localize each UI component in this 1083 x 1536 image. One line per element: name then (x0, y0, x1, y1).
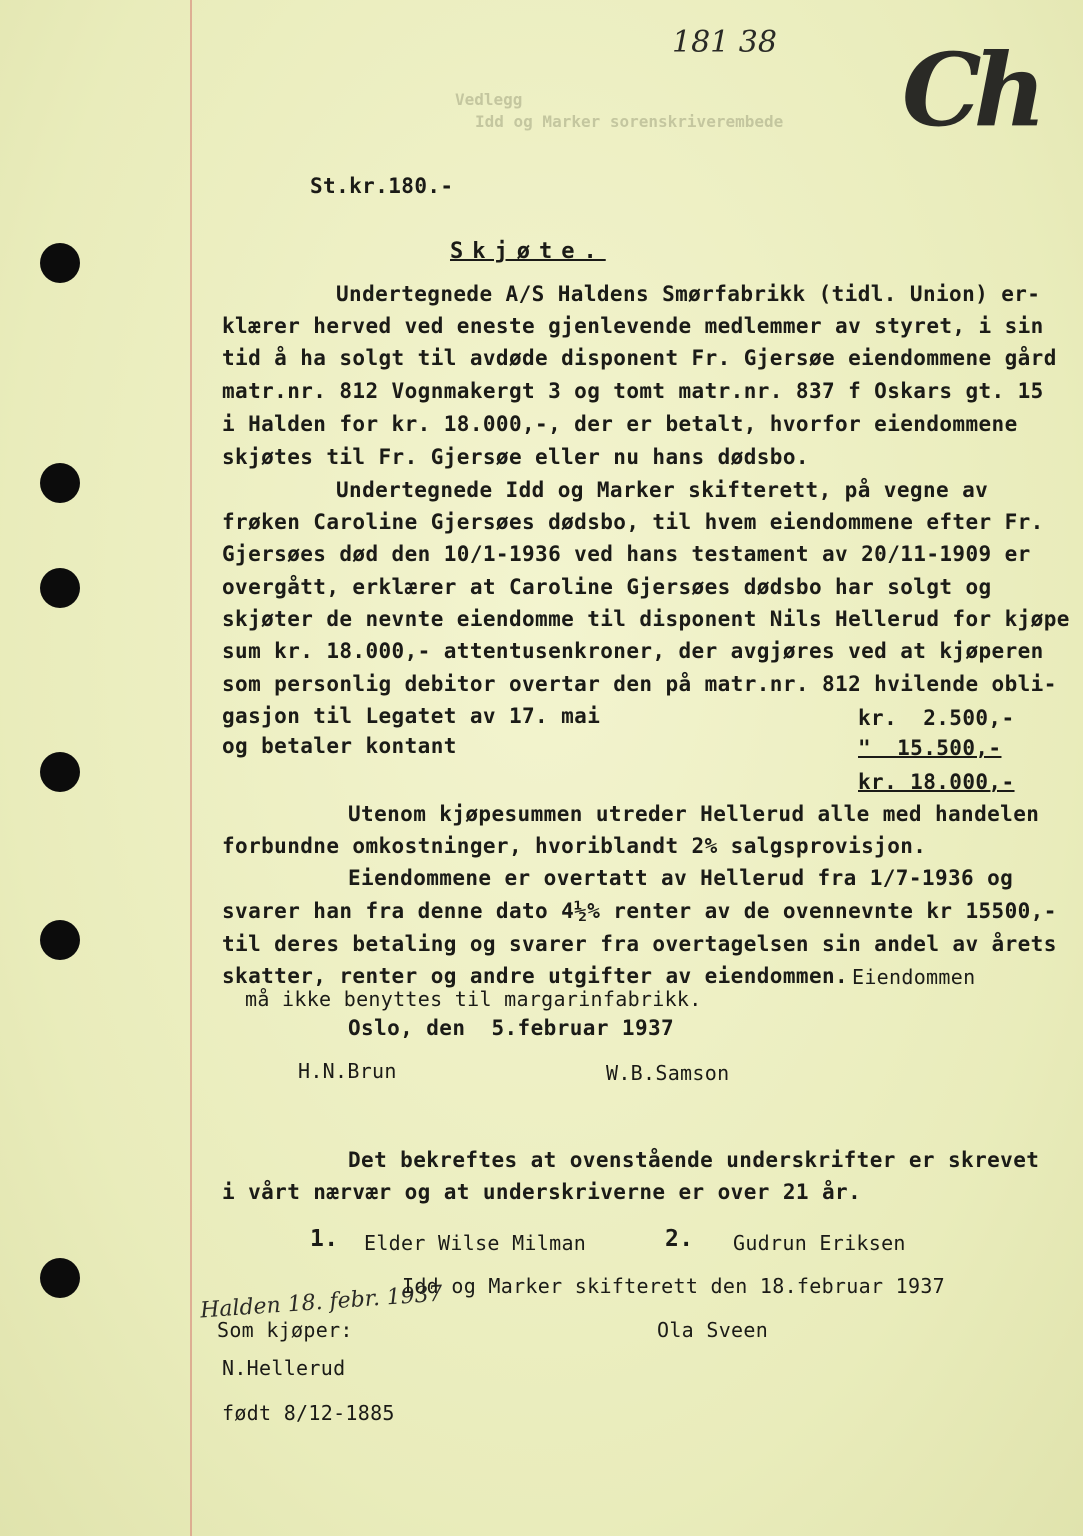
body-line: i Halden for kr. 18.000,-, der er betalt, hvorfor eiendommene (222, 412, 1018, 436)
body-line: skjøter de nevnte eiendomme til disponent Nils Hellerud for kjøpe (222, 607, 1070, 631)
faint-header-line: Idd og Marker sorenskriverembede (475, 112, 784, 131)
witness-name: Elder Wilse Milman (364, 1231, 587, 1255)
body-line: Gjersøes død den 10/1-1936 ved hans testament av 20/11-1909 er (222, 542, 1031, 566)
body-line: skjøtes til Fr. Gjersøe eller nu hans dødsbo. (222, 445, 809, 469)
signer-name: H.N.Brun (298, 1059, 397, 1083)
witness-number: 1. (310, 1226, 339, 1252)
stamp-ref: St.kr.180.- (310, 174, 454, 198)
body-line: matr.nr. 812 Vognmakergt 3 og tomt matr.nr. 837 f Oskars gt. 15 (222, 379, 1044, 403)
body-line: Undertegnede A/S Haldens Smørfabrikk (tidl. Union) er- (336, 282, 1041, 306)
handwritten-initials: Ch (902, 31, 1039, 149)
body-line: frøken Caroline Gjersøes dødsbo, til hvem eiendommene efter Fr. (222, 510, 1044, 534)
body-line: sum kr. 18.000,- attentusenkroner, der avgjøres ved at kjøperen (222, 639, 1044, 663)
body-line: forbundne omkostninger, hvoriblandt 2% salgsprovisjon. (222, 834, 927, 858)
place-date: Oslo, den 5.februar 1937 (348, 1016, 675, 1040)
payment-label: gasjon til Legatet av 17. mai (222, 704, 601, 728)
punch-hole (40, 568, 80, 608)
body-line: tid å ha solgt til avdøde disponent Fr. Gjersøe eiendommene gård (222, 346, 1057, 370)
ref-number: 181 38 (672, 25, 777, 60)
body-line: til deres betaling og svarer fra overtagelsen sin andel av årets (222, 932, 1057, 956)
margin-rule (190, 0, 192, 1536)
body-line: overgått, erklærer at Caroline Gjersøes dødsbo har solgt og (222, 575, 992, 599)
payment-amount: " 15.500,- (858, 736, 1002, 760)
body-line: skatter, renter og andre utgifter av eiendommen. (222, 964, 849, 988)
body-line: Eiendommene er overtatt av Hellerud fra 1/7-1936 og (348, 866, 1014, 890)
court-signer: Ola Sveen (657, 1318, 769, 1342)
punch-hole (40, 1258, 80, 1298)
payment-total: kr. 18.000,- (858, 770, 1015, 794)
punch-hole (40, 243, 80, 283)
body-line: klærer herved ved eneste gjenlevende medlemmer av styret, i sin (222, 314, 1044, 338)
punch-hole (40, 752, 80, 792)
buyer-name: N.Hellerud (222, 1356, 346, 1380)
buyer-label: Som kjøper: (217, 1318, 353, 1342)
signer-name: W.B.Samson (606, 1061, 730, 1085)
addendum-line: Eiendommen (852, 965, 976, 989)
witness-statement: Det bekreftes at ovenstående underskrifter er skrevet (348, 1148, 1040, 1172)
body-line: som personlig debitor overtar den på matr.nr. 812 hvilende obli- (222, 672, 1057, 696)
witness-statement: i vårt nærvær og at underskriverne er over 21 år. (222, 1180, 862, 1204)
body-line: svarer han fra denne dato 4½% renter av de ovennevnte kr 15500,- (222, 899, 1057, 923)
document-title: Skjøte. (450, 239, 606, 264)
body-line: Utenom kjøpesummen utreder Hellerud alle med handelen (348, 802, 1040, 826)
margin-handwritten-note: Halden 18. febr. 1937 (199, 1281, 444, 1324)
punch-hole (40, 920, 80, 960)
punch-hole (40, 463, 80, 503)
witness-number: 2. (665, 1226, 694, 1252)
body-line: Undertegnede Idd og Marker skifterett, på vegne av (336, 478, 989, 502)
buyer-born: født 8/12-1885 (222, 1401, 395, 1425)
payment-amount: kr. 2.500,- (858, 706, 1015, 730)
witness-name: Gudrun Eriksen (733, 1231, 906, 1255)
addendum-line: må ikke benyttes til margarinfabrikk. (245, 987, 702, 1011)
payment-label: og betaler kontant (222, 734, 457, 758)
court-line: Idd og Marker skifterett den 18.februar 1937 (402, 1274, 946, 1298)
faint-header-line: Vedlegg (455, 90, 523, 109)
